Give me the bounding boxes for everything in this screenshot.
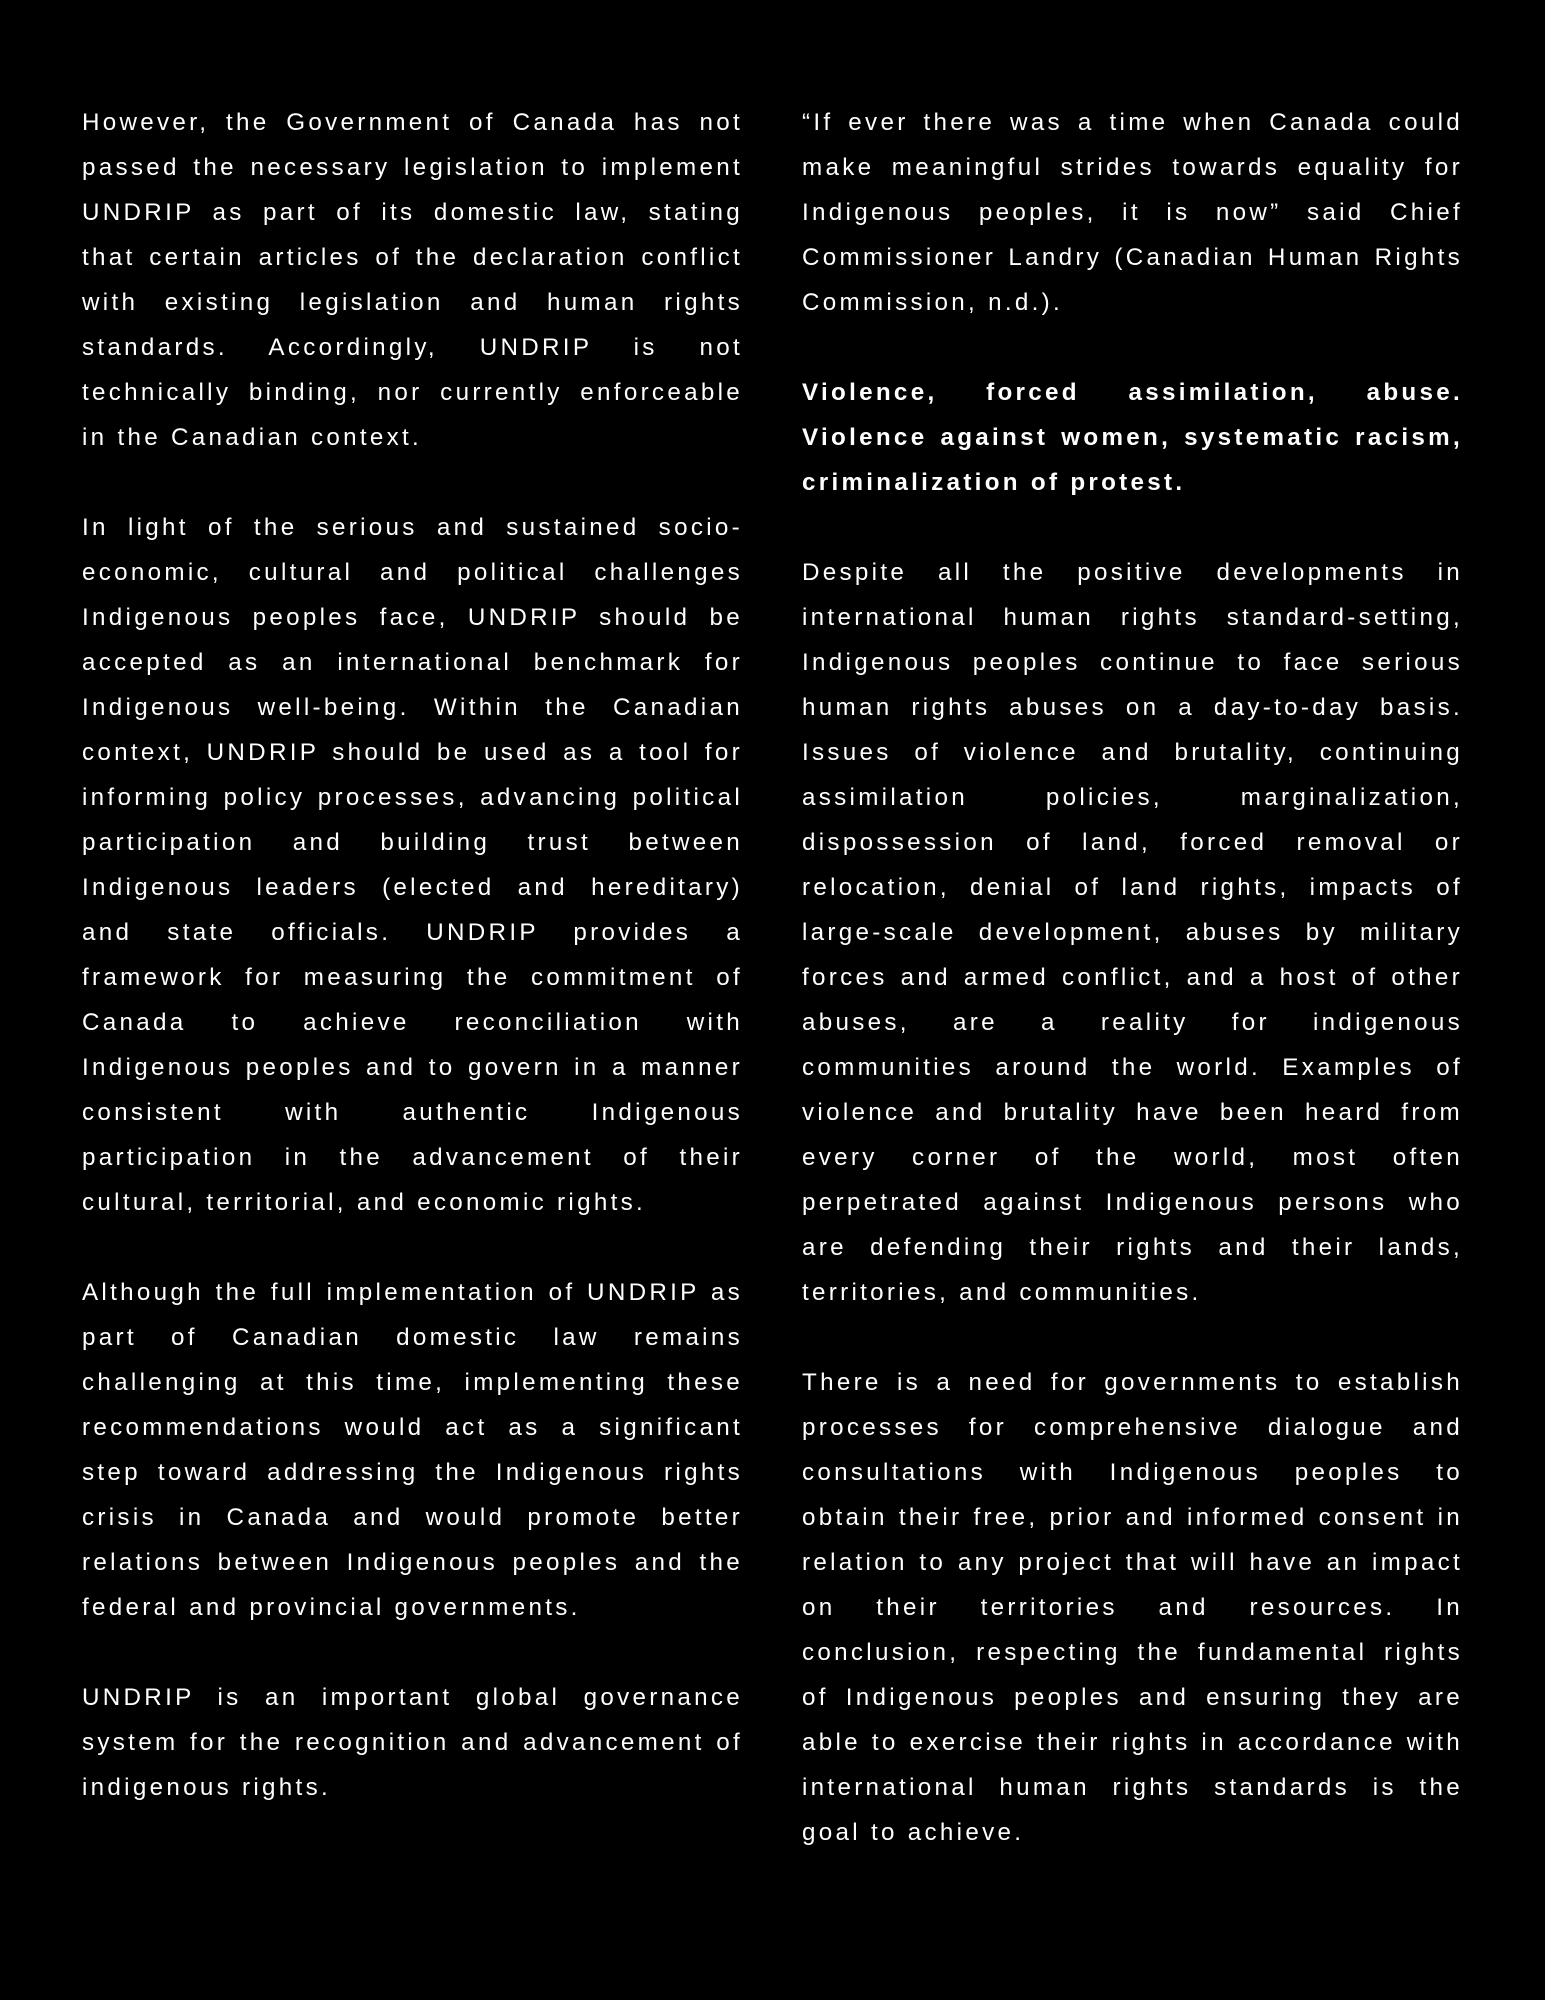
quote-chief-commissioner: “If ever there was a time when Canada could make meaningful strides towards equality for Indigenous peoples, it is now” said Chief Commissioner Landry (Canadian Human Rights Commission, n.d.). xyxy=(802,109,1463,316)
paragraph-consultation-need: There is a need for governments to establish processes for comprehensive dialogue and consultations with Indigenous peoples to obtain their free, prior and informed consent in relation to any project that will have an impact on their territories and resources. In conclusion, respecting the fundamental rights of Indigenous peoples and ensuring they are able to exercise their rights in accordance with international human rights standards is the goal to achieve. xyxy=(802,1369,1463,1846)
paragraph-global-governance: UNDRIP is an important global governance system for the recognition and advancement of indigenous rights. xyxy=(82,1684,743,1801)
paragraph-undrip-not-implemented: However, the Government of Canada has not passed the necessary legislation to implement UNDRIP as part of its domestic law, stating that certain articles of the declaration conflict with existing legislation and human rights standards. Accordingly, UNDRIP is not technically binding, nor currently enforceable in the Canadian context. xyxy=(82,109,743,451)
left-column xyxy=(82,100,743,1810)
right-column xyxy=(802,100,1463,1855)
bold-heading-violence: Violence, forced assimilation, abuse. Violence against women, systematic racism, criminalization of protest. xyxy=(802,379,1463,496)
paragraph-human-rights-abuses: Despite all the positive developments in international human rights standard-setting, Indigenous peoples continue to face serious human rights abuses on a day-to-day basis. Issues of violence and brutality, continuing assimilation policies, marginalization, dispossession of land, forced removal or relocation, denial of land rights, impacts of large-scale development, abuses by military forces and armed conflict, and a host of other abuses, are a reality for indigenous communities around the world. Examples of violence and brutality have been heard from every corner of the world, most often perpetrated against Indigenous persons who are defending their rights and their lands, territories, and communities. xyxy=(802,559,1463,1306)
paragraph-undrip-benchmark: In light of the serious and sustained socio-economic, cultural and political challenges Indigenous peoples face, UNDRIP should be accepted as an international benchmark for Indigenous well-being. Within the Canadian context, UNDRIP should be used as a tool for informing policy processes, advancing political participation and building trust between Indigenous leaders (elected and hereditary) and state officials. UNDRIP provides a framework for measuring the commitment of Canada to achieve reconciliation with Indigenous peoples and to govern in a manner consistent with authentic Indigenous participation in the advancement of their cultural, territorial, and economic rights. xyxy=(82,514,743,1216)
paragraph-implementation-challenges: Although the full implementation of UNDRIP as part of Canadian domestic law remains challenging at this time, implementing these recommendations would act as a significant step toward addressing the Indigenous rights crisis in Canada and would promote better relations between Indigenous peoples and the federal and provincial governments. xyxy=(82,1279,743,1621)
